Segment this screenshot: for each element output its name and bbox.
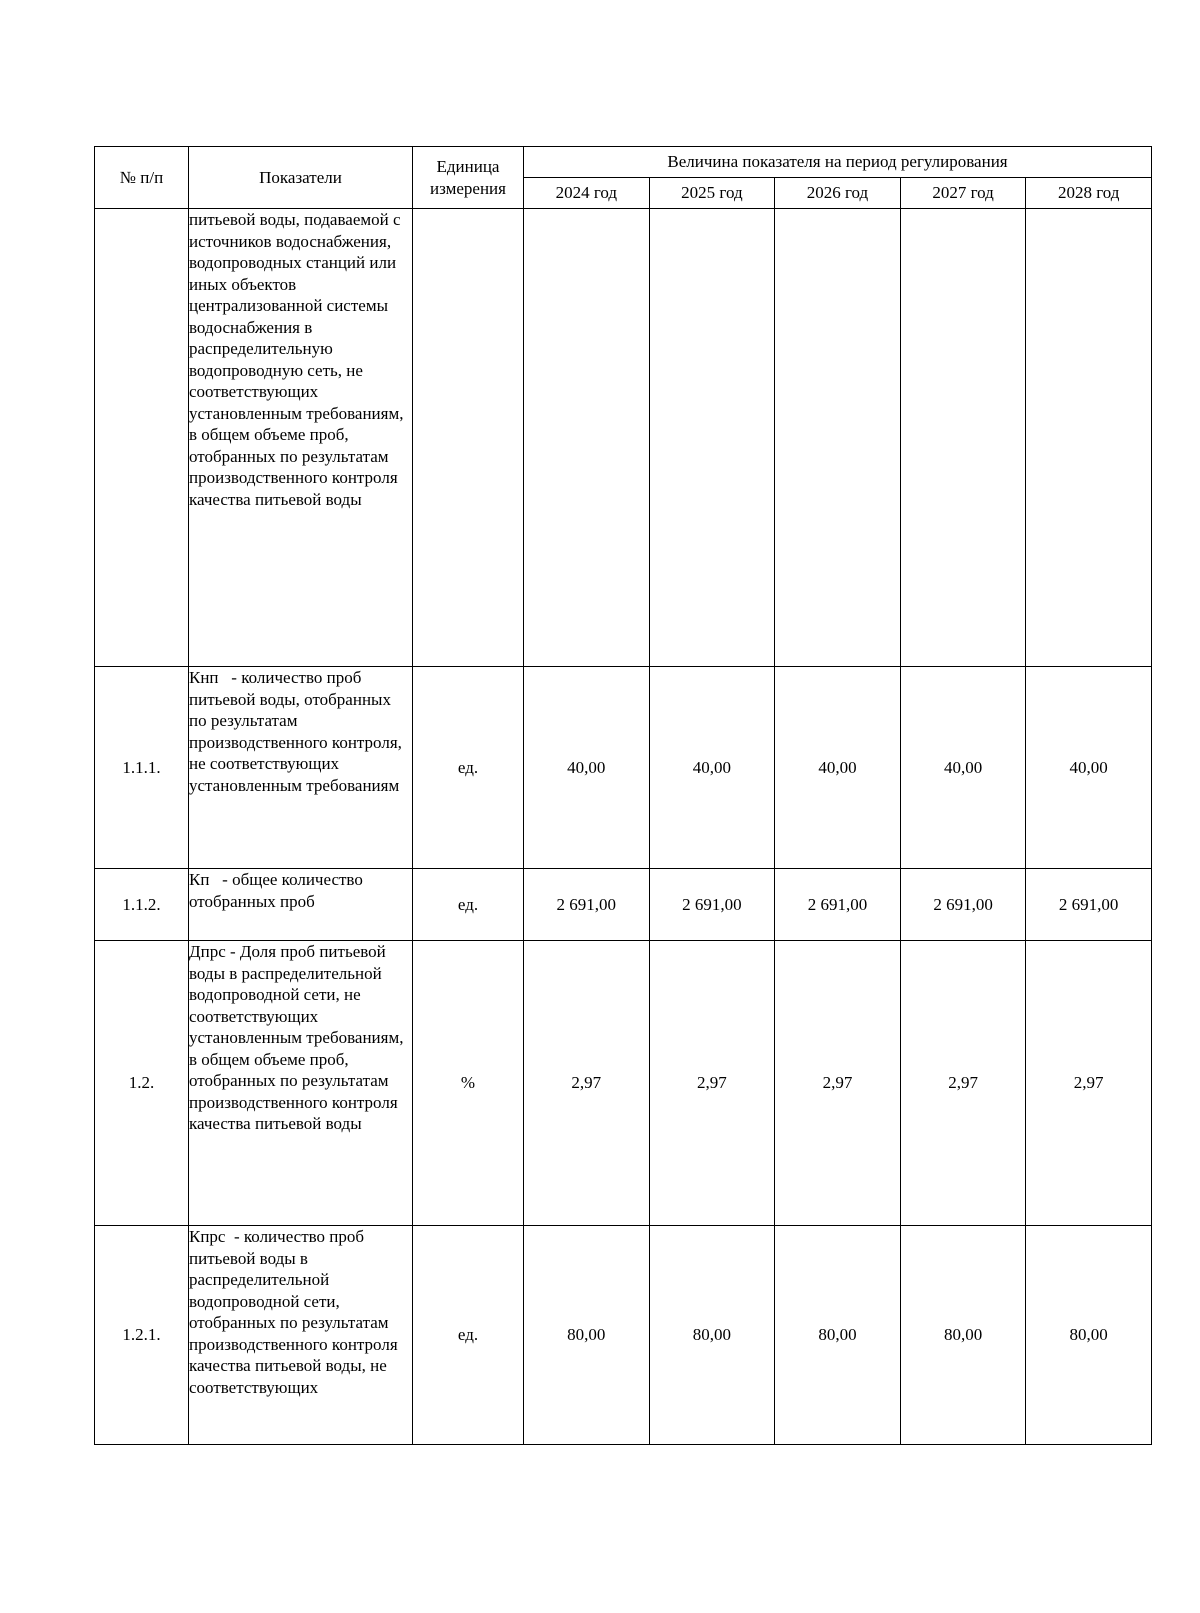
row-value: 2 691,00 [524, 869, 650, 941]
row-value: 40,00 [524, 667, 650, 869]
row-value [900, 209, 1026, 667]
row-number: 1.2. [95, 941, 189, 1226]
row-value: 2,97 [900, 941, 1026, 1226]
row-value: 40,00 [649, 667, 775, 869]
row-number: 1.1.2. [95, 869, 189, 941]
table-header [95, 147, 1152, 209]
row-unit: ед. [413, 869, 524, 941]
row-value: 2 691,00 [900, 869, 1026, 941]
header-year: 2026 год [775, 178, 901, 209]
row-value [775, 209, 901, 667]
row-unit: ед. [413, 1226, 524, 1445]
row-indicator: питьевой воды, подаваемой с источников водоснабжения, водопроводных станций или иных объектов централизованной системы водоснабжения в распределительную водопроводную сеть, не соответствующих установленным требованиям, в общем объеме проб, отобранных по результатам производственного контроля качества питьевой воды [189, 209, 413, 667]
row-number: 1.1.1. [95, 667, 189, 869]
row-value: 80,00 [649, 1226, 775, 1445]
header-indicators: Показатели [189, 147, 413, 209]
row-indicator: Дпрс - Доля проб питьевой воды в распределительной водопроводной сети, не соответствующих установленным требованиям, в общем объеме проб, отобранных по результатам производственного контроля качества питьевой воды [189, 941, 413, 1226]
table-row [95, 209, 1152, 667]
table-row [95, 869, 1152, 941]
row-value [649, 209, 775, 667]
row-value [1026, 209, 1152, 667]
row-indicator: Кп - общее количество отобранных проб [189, 869, 413, 941]
row-value: 40,00 [900, 667, 1026, 869]
header-year: 2028 год [1026, 178, 1152, 209]
row-indicator: Кнп - количество проб питьевой воды, отобранных по результатам производственного контроля, не соответствующих установленным требованиям [189, 667, 413, 869]
header-year: 2024 год [524, 178, 650, 209]
row-value: 80,00 [524, 1226, 650, 1445]
header-unit: Единица измерения [413, 147, 524, 209]
row-indicator: Кпрс - количество проб питьевой воды в распределительной водопроводной сети, отобранных по результатам производственного контроля качества питьевой воды, не соответствующих [189, 1226, 413, 1445]
row-value: 80,00 [1026, 1226, 1152, 1445]
table-row [95, 667, 1152, 869]
row-value: 2,97 [524, 941, 650, 1226]
row-value [524, 209, 650, 667]
row-unit: ед. [413, 667, 524, 869]
row-value: 80,00 [775, 1226, 901, 1445]
row-value: 2,97 [649, 941, 775, 1226]
row-value: 80,00 [900, 1226, 1026, 1445]
row-value: 2,97 [1026, 941, 1152, 1226]
row-unit: % [413, 941, 524, 1226]
table-row [95, 1226, 1152, 1445]
row-value: 2 691,00 [649, 869, 775, 941]
header-number: № п/п [95, 147, 189, 209]
row-value: 2,97 [775, 941, 901, 1226]
row-value: 40,00 [1026, 667, 1152, 869]
row-value: 40,00 [775, 667, 901, 869]
row-value: 2 691,00 [775, 869, 901, 941]
header-year: 2025 год [649, 178, 775, 209]
header-period: Величина показателя на период регулирования [524, 147, 1152, 178]
header-year: 2027 год [900, 178, 1026, 209]
row-unit [413, 209, 524, 667]
row-number [95, 209, 189, 667]
table-row [95, 941, 1152, 1226]
row-number: 1.2.1. [95, 1226, 189, 1445]
indicators-table [94, 146, 1152, 1445]
row-value: 2 691,00 [1026, 869, 1152, 941]
